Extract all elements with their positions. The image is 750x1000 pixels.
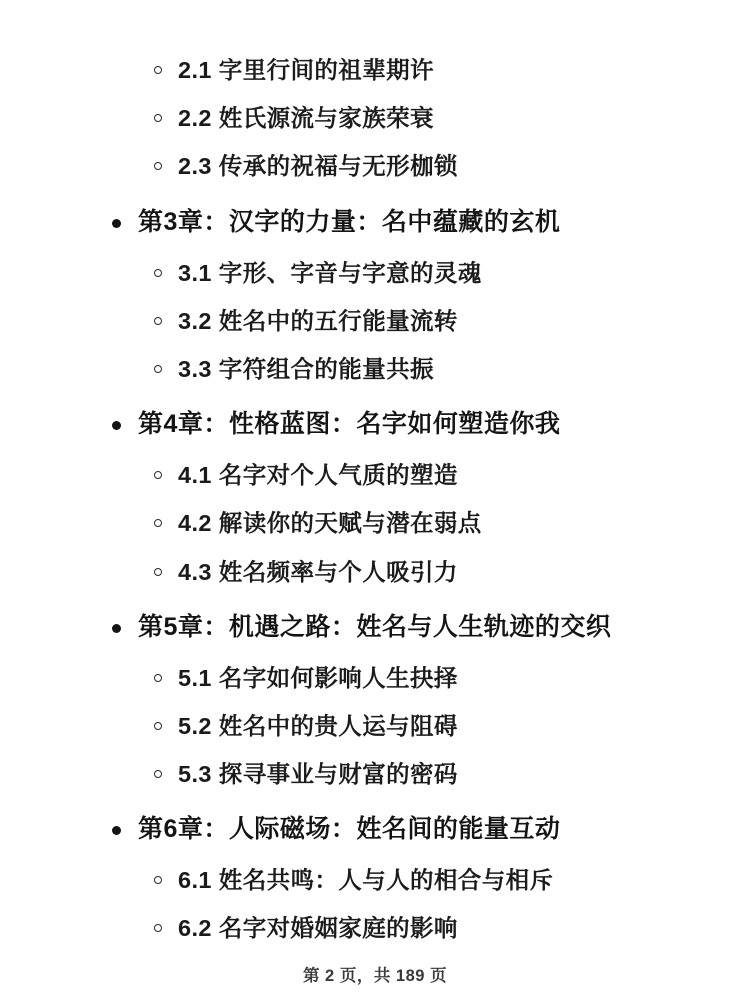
toc-section-entry[interactable] (40, 712, 710, 740)
toc-entry-label: 5.2 姓名中的贵人运与阻碍 (178, 712, 458, 739)
toc-section-entry[interactable] (40, 914, 710, 942)
toc-chapter-entry[interactable] (40, 207, 710, 237)
hollow-bullet-icon (154, 114, 162, 122)
hollow-bullet-icon (154, 674, 162, 682)
toc-entry-label: 6.2 名字对婚姻家庭的影响 (178, 915, 458, 942)
toc-entry-label: 5.1 名字如何影响人生抉择 (178, 664, 458, 691)
hollow-bullet-icon (154, 471, 162, 479)
hollow-bullet-icon (154, 365, 162, 373)
toc-entry-label: 6.1 姓名共鸣：人与人的相合与相斥 (178, 867, 554, 894)
toc-entry-label: 2.3 传承的祝福与无形枷锁 (178, 153, 458, 180)
hollow-bullet-icon (154, 66, 162, 74)
toc-entry-label: 2.1 字里行间的祖辈期许 (178, 57, 434, 83)
toc-entry-label: 2.2 姓氏源流与家族荣衰 (178, 105, 434, 132)
toc-entry-label: 3.3 字符组合的能量共振 (178, 355, 434, 382)
toc-entry-label: 4.1 名字对个人气质的塑造 (178, 462, 458, 489)
filled-bullet-icon (112, 421, 121, 430)
hollow-bullet-icon (154, 317, 162, 325)
hollow-bullet-icon (154, 519, 162, 527)
toc-section-entry[interactable] (40, 355, 710, 383)
hollow-bullet-icon (154, 162, 162, 170)
toc-entry-label: 3.1 字形、字音与字意的灵魂 (178, 259, 482, 286)
filled-bullet-icon (112, 219, 121, 228)
toc-chapter-entry[interactable] (40, 612, 710, 642)
toc-entry-label: 第5章：机遇之路：姓名与人生轨迹的交织 (138, 612, 612, 641)
hollow-bullet-icon (154, 568, 162, 576)
table-of-contents (40, 56, 710, 943)
toc-section-entry[interactable] (40, 509, 710, 537)
toc-entry-label: 5.3 探寻事业与财富的密码 (178, 761, 458, 788)
toc-entry-label: 3.2 姓名中的五行能量流转 (178, 307, 458, 334)
page-footer: 第 2 页，共 189 页 (302, 967, 448, 985)
toc-section-entry[interactable] (40, 664, 710, 692)
hollow-bullet-icon (154, 924, 162, 932)
toc-chapter-entry[interactable] (40, 409, 710, 439)
hollow-bullet-icon (154, 722, 162, 730)
hollow-bullet-icon (154, 770, 162, 778)
toc-entry-label: 第3章：汉字的力量：名中蕴藏的玄机 (138, 207, 561, 236)
toc-section-entry[interactable] (40, 866, 710, 894)
toc-section-entry[interactable] (40, 760, 710, 788)
toc-entry-label: 第4章：性格蓝图：名字如何塑造你我 (138, 410, 561, 439)
toc-section-entry[interactable] (40, 558, 710, 586)
filled-bullet-icon (112, 624, 121, 633)
hollow-bullet-icon (154, 876, 162, 884)
toc-entry-label: 第6章：人际磁场：姓名间的能量互动 (138, 815, 561, 844)
toc-section-entry[interactable] (40, 307, 710, 335)
toc-section-entry[interactable] (40, 461, 710, 489)
filled-bullet-icon (112, 826, 121, 835)
toc-section-entry[interactable] (40, 56, 710, 84)
hollow-bullet-icon (154, 269, 162, 277)
toc-section-entry[interactable] (40, 152, 710, 180)
toc-section-entry[interactable] (40, 259, 710, 287)
toc-section-entry[interactable] (40, 104, 710, 132)
toc-entry-label: 4.2 解读你的天赋与潜在弱点 (178, 510, 482, 537)
toc-entry-label: 4.3 姓名频率与个人吸引力 (178, 558, 458, 585)
toc-chapter-entry[interactable] (40, 814, 710, 844)
